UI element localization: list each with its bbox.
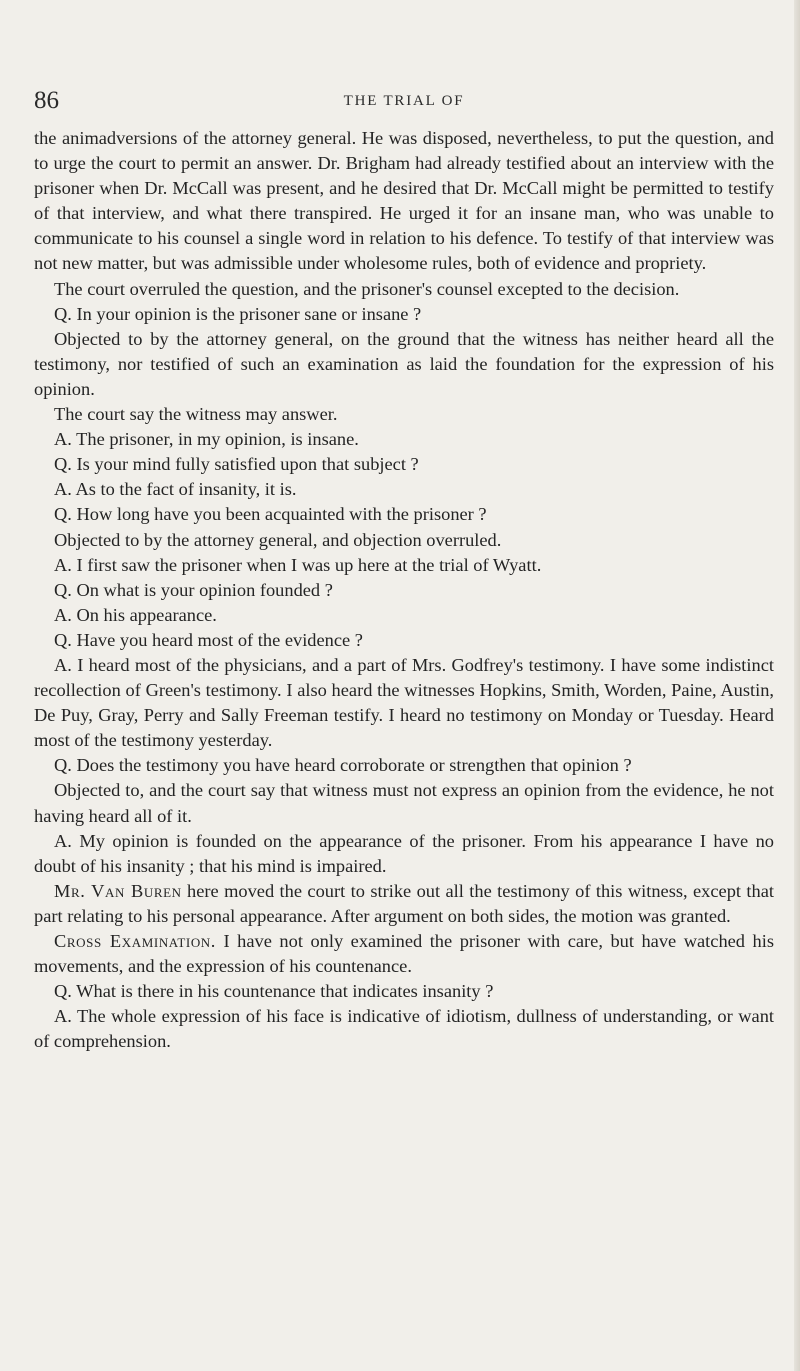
paragraph-19-text: here moved the court to strike out all the testimony of this witness, except that part relating to his personal appearance. After argument on both sides, the motion was granted. [34, 880, 774, 926]
paragraph-12: Q. On what is your opinion founded ? [54, 579, 333, 600]
paragraph-21: Q. What is there in his countenance that indicates insanity ? [54, 981, 494, 1002]
page-edge [794, 0, 800, 1371]
paragraph-6: A. The prisoner, in my opinion, is insane. [54, 429, 359, 450]
body-text [34, 126, 774, 1054]
page-number: 86 [34, 87, 59, 114]
running-head: THE TRIAL OF [343, 93, 465, 109]
paragraph-8: A. As to the fact of insanity, it is. [54, 479, 297, 500]
paragraph-10: Objected to by the attorney general, and objection overruled. [54, 529, 502, 550]
paragraph-11: A. I first saw the prisoner when I was up here at the trial of Wyatt. [54, 554, 542, 575]
paragraph-7: Q. Is your mind fully satisfied upon that subject ? [54, 454, 419, 475]
paragraph-15: A. I heard most of the physicians, and a part of Mrs. Godfrey's testimony. I have some indistinct recollection of Green's testimony. I also heard the witnesses Hopkins, Smith, Worden, Paine, Austin, De Puy, Gray, Perry and Sally Freeman testify. I heard no testimony on Monday or Tuesday. Heard most of the testimony yesterday. [34, 654, 774, 751]
paragraph-13: A. On his appearance. [54, 604, 217, 625]
paragraph-19 [34, 879, 774, 929]
paragraph-17: Objected to, and the court say that witness must not express an opinion from the evidence, he not having heard all of it. [34, 780, 774, 826]
paragraph-14: Q. Have you heard most of the evidence ? [54, 629, 363, 650]
section-label: Cross Examination. [54, 931, 216, 951]
speaker-name: Mr. Van Buren [54, 880, 182, 901]
paragraph-22: A. The whole expression of his face is indicative of idiotism, dullness of understanding, or want of comprehension. [34, 1006, 774, 1052]
paragraph-20 [34, 929, 774, 979]
paragraph-4: Objected to by the attorney general, on the ground that the witness has neither heard all the testimony, nor testified of such an examination as laid the foundation for the expression of his opinion. [34, 328, 774, 399]
paragraph-1: the animadversions of the attorney general. He was disposed, nevertheless, to put the question, and to urge the court to permit an answer. Dr. Brigham had already testified about an interview with the prisoner when Dr. McCall was present, and he desired that Dr. McCall might be permitted to testify of that interview, and what there transpired. He urged it for an insane man, who was unable to communicate to his counsel a single word in relation to his defence. To testify of that interview was not new matter, but was admissible under wholesome rules, both of evidence and propriety. [34, 128, 774, 274]
paragraph-20-text: I have not only examined the prisoner with care, but have watched his movements, and the expression of his countenance. [34, 931, 774, 977]
paragraph-2: The court overruled the question, and the prisoner's counsel excepted to the decision. [54, 278, 680, 299]
paragraph-16: Q. Does the testimony you have heard corroborate or strengthen that opinion ? [54, 755, 632, 776]
paragraph-3: Q. In your opinion is the prisoner sane or insane ? [54, 303, 422, 324]
paragraph-5: The court say the witness may answer. [54, 404, 338, 425]
paragraph-9: Q. How long have you been acquainted with the prisoner ? [54, 504, 487, 525]
paragraph-18: A. My opinion is founded on the appearance of the prisoner. From his appearance I have no doubt of his insanity ; that his mind is impaired. [34, 830, 774, 876]
page-header [34, 86, 774, 116]
